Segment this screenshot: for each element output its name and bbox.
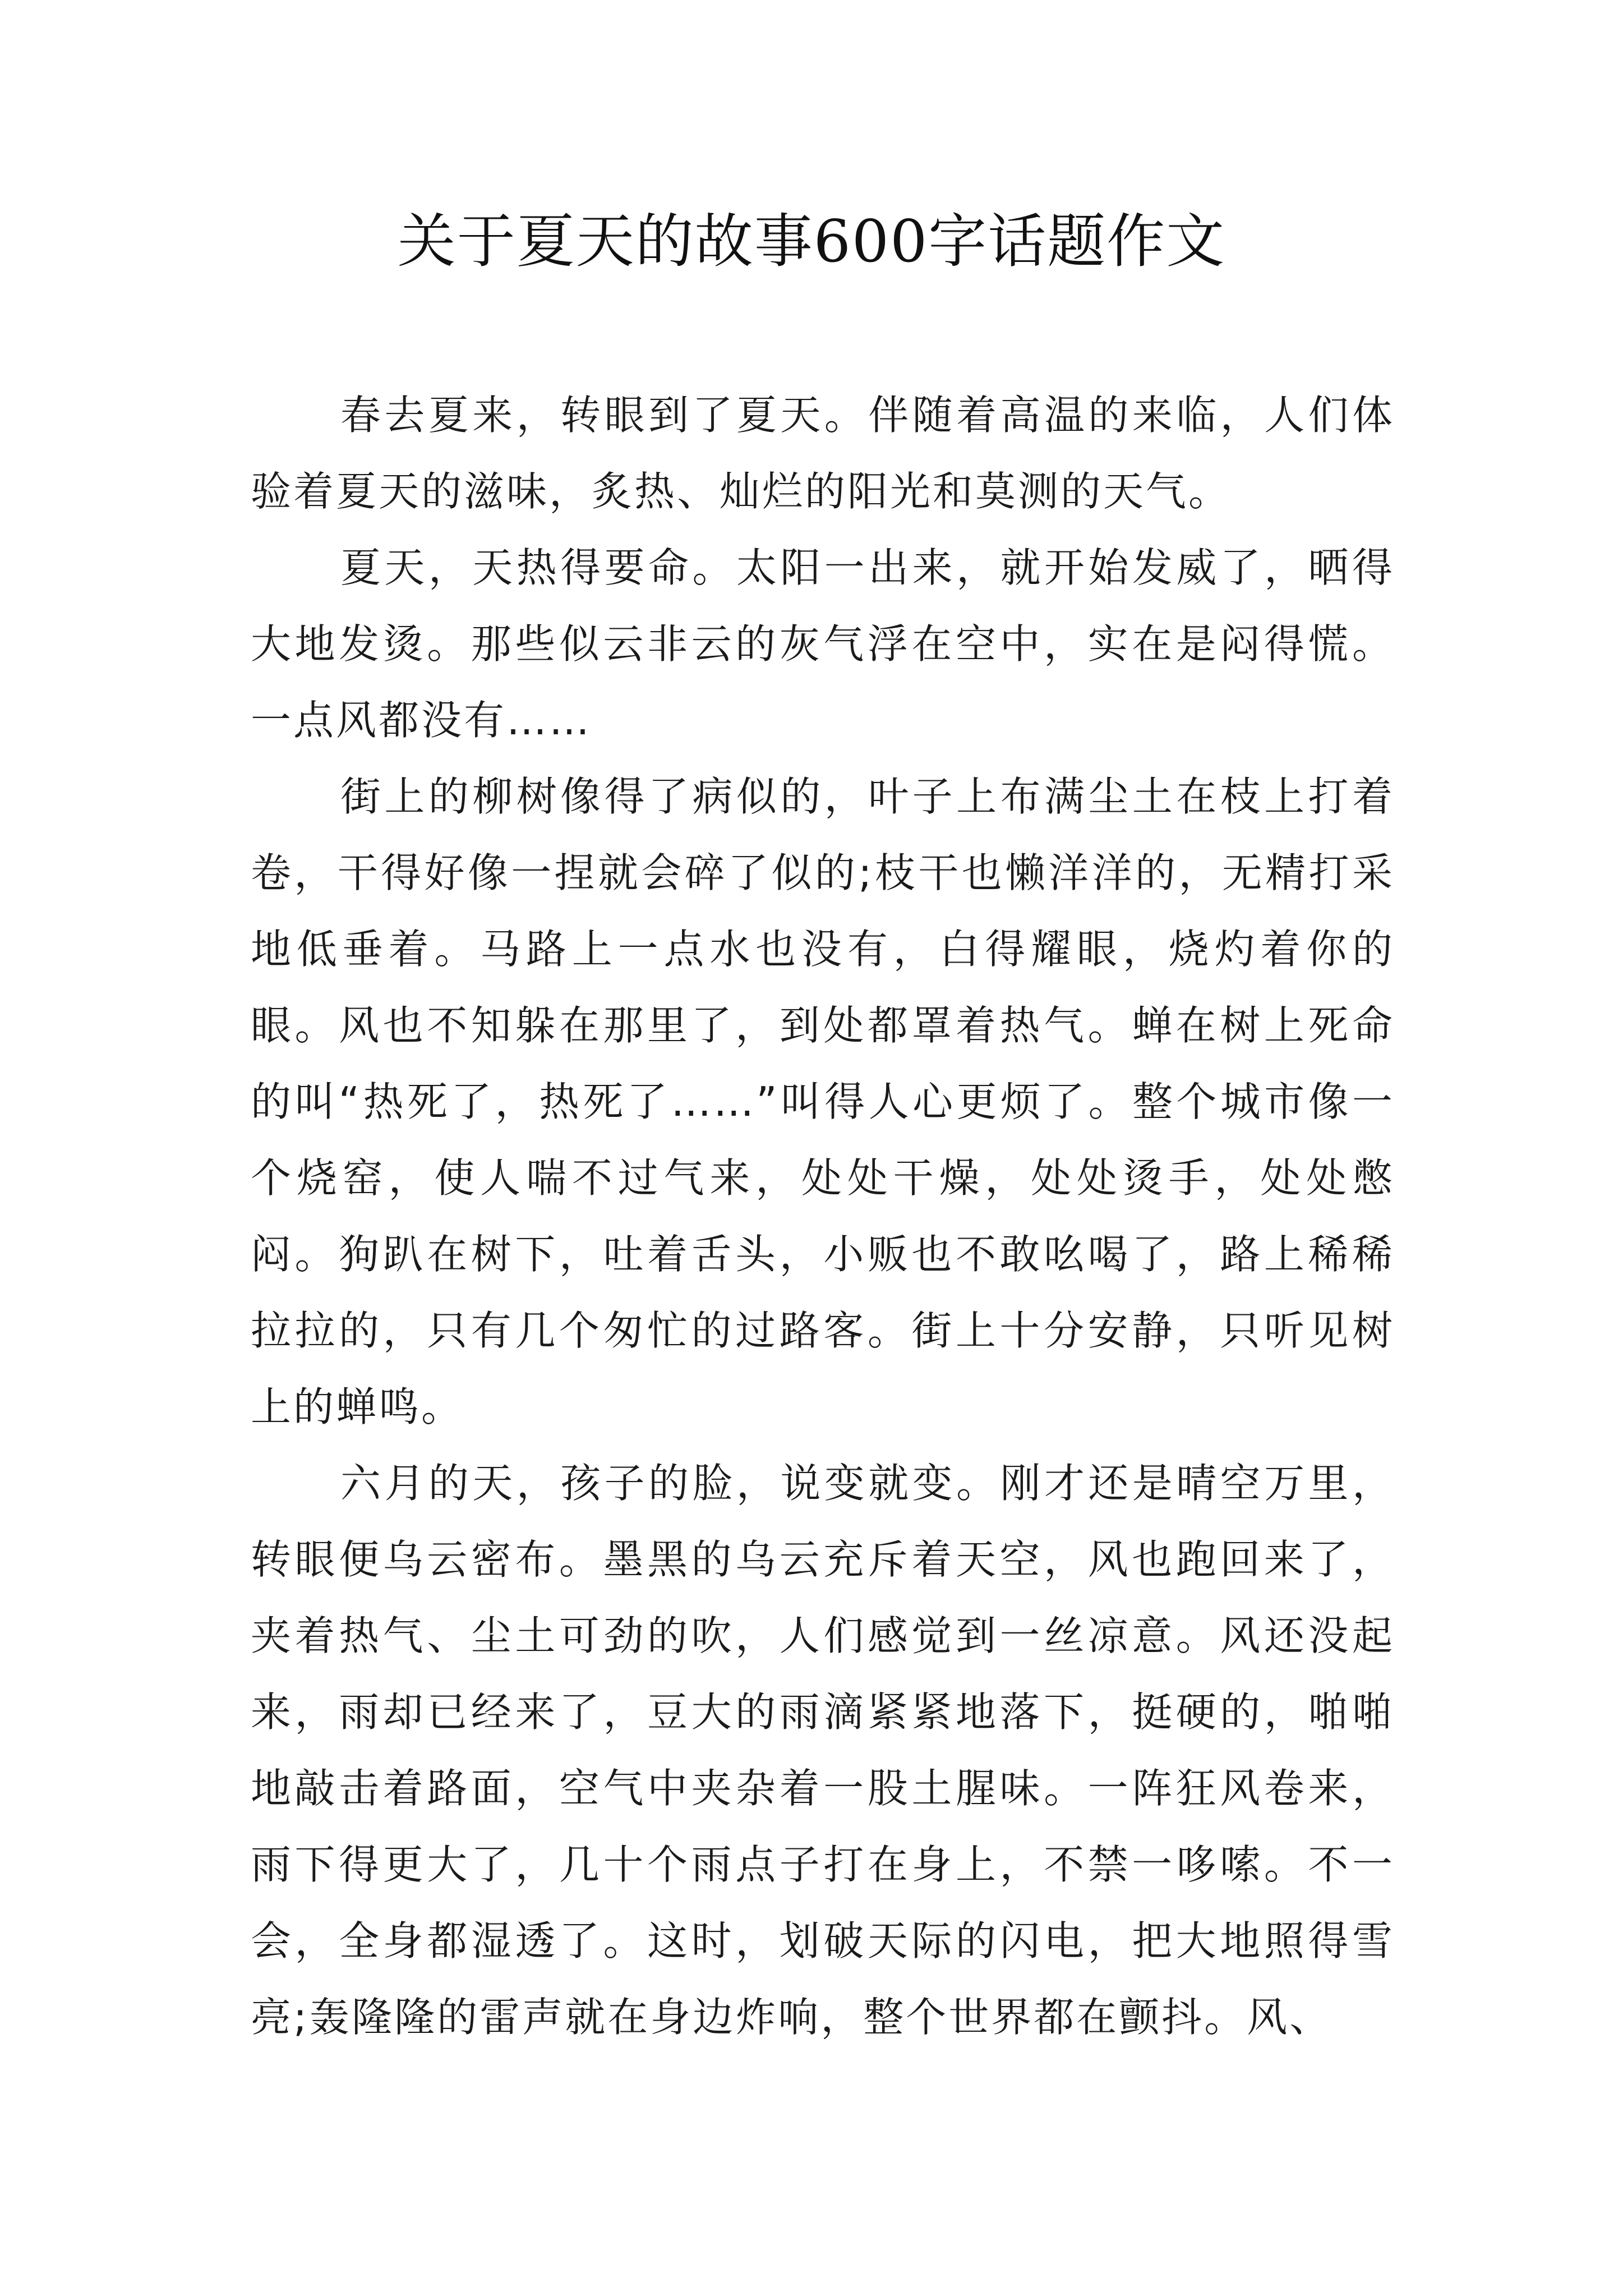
page-title: 关于夏天的故事600字话题作文 (397, 207, 1226, 275)
paragraph: 春去夏来，转眼到了夏天。伴随着高温的来临，人们体验着夏天的滋味，炙热、灿烂的阳光和莫测的天气。 (251, 392, 1395, 515)
essay-body (251, 377, 1395, 2055)
paragraph: 夏天，天热得要命。太阳一出来，就开始发威了，晒得大地发烫。那些似云非云的灰气浮在空中，实在是闷得慌。一点风都没有…… (251, 544, 1395, 744)
paragraph: 街上的柳树像得了病似的，叶子上布满尘土在枝上打着卷，干得好像一捏就会碎了似的;枝干也懒洋洋的，无精打采地低垂着。马路上一点水也没有，白得耀眼，烧灼着你的眼。风也不知躲在那里了，到处都罩着热气。蝉在树上死命的叫“热死了，热死了……”叫得人心更烦了。整个城市像一个烧窑，使人喘不过气来，处处干燥，处处烫手，处处憋闷。狗趴在树下，吐着舌头，小贩也不敢吆喝了，路上稀稀拉拉的，只有几个匆忙的过路客。街上十分安静，只听见树上的蝉鸣。 (251, 773, 1395, 1430)
paragraph: 六月的天，孩子的脸，说变就变。刚才还是晴空万里，转眼便乌云密布。墨黑的乌云充斥着天空，风也跑回来了，夹着热气、尘土可劲的吹，人们感觉到一丝凉意。风还没起来，雨却已经来了，豆大的雨滴紧紧地落下，挺硬的，啪啪地敲击着路面，空气中夹杂着一股土腥味。一阵狂风卷来，雨下得更大了，几十个雨点子打在身上，不禁一哆嗦。不一会，全身都湿透了。这时，划破天际的闪电，把大地照得雪亮;轰隆隆的雷声就在身边炸响，整个世界都在颤抖。风、 (251, 1460, 1395, 2041)
